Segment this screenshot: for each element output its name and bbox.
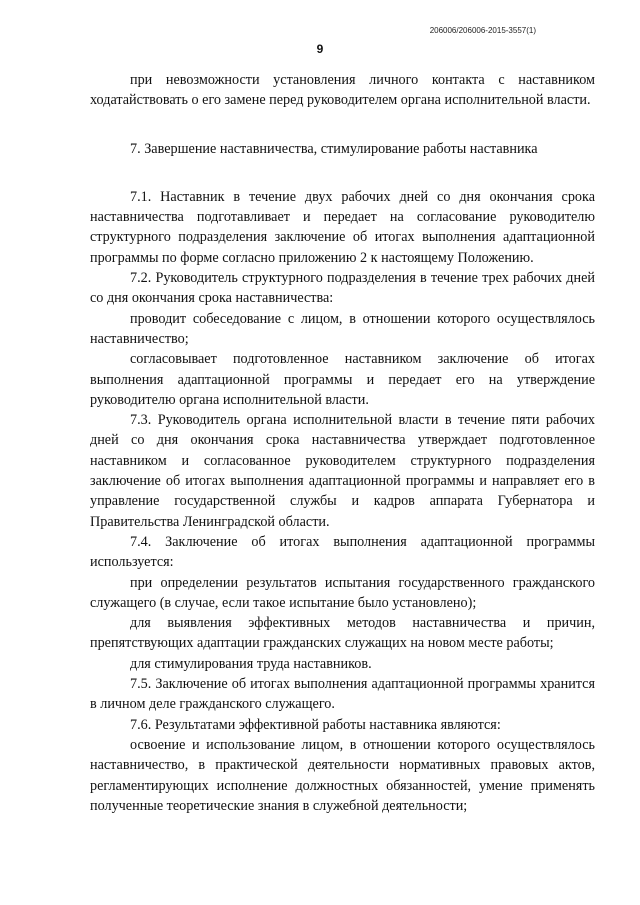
page-number: 9 [316,42,324,56]
intro-paragraph: при невозможности установления личного контакта с наставником ходатайствовать о его замене перед руководителем органа исполнительной власти. [90,72,595,109]
paragraph-7-5: 7.5. Заключение об итогах выполнения адаптационной программы хранится в личном деле гражданского служащего. [90,676,595,713]
paragraph-7-4: 7.4. Заключение об итогах выполнения адаптационной программы используется: [90,533,595,571]
paragraph-7-1: 7.1. Наставник в течение двух рабочих дней со дня окончания срока наставничества подготавливает и передает на согласование руководителю структурного подразделения заключение об итогах выполнения адаптационной программы по форме согласно приложению 2 к настоящему Положению. [90,188,595,266]
paragraph-7-4-item-1: при определении результатов испытания государственного гражданского служащего (в случае, если такое испытание было установлено); [90,574,595,611]
paragraph-7-6: 7.6. Результатами эффективной работы наставника являются: [130,716,501,733]
paragraph-7-3: 7.3. Руководитель органа исполнительной власти в течение пяти рабочих дней со дня окончания срока наставничества утверждает подготовленное наставником и согласованное руководителем структурного подразделения заключение об итогах выполнения адаптационной программы и направляет его в управление государственной службы и кадров аппарата Губернатора и Правительства Ленинградской области. [90,412,595,530]
document-body [90,70,595,816]
section-title: 7. Завершение наставничества, стимулирование работы наставника [130,140,538,157]
paragraph-7-2: 7.2. Руководитель структурного подразделения в течение трех рабочих дней со дня окончания срока наставничества: [90,270,595,307]
paragraph-7-6-item-1: освоение и использование лицом, в отношении которого осуществлялось наставничество, в практической деятельности нормативных правовых актов, регламентирующих исполнение должностных обязанностей, умение применять полученные теоретические знания в служебной деятельности; [90,736,595,814]
paragraph-7-2-item-1: проводит собеседование с лицом, в отношении которого осуществлялось наставничество; [90,310,595,347]
document-code: 206006/206006-2015-3557(1) [429,26,536,35]
paragraph-7-2-item-2: согласовывает подготовленное наставником заключение об итогах выполнения адаптационной программы и передает его на утверждение руководителю органа исполнительной власти. [90,351,595,408]
paragraph-7-4-item-2: для выявления эффективных методов наставничества и причин, препятствующих адаптации гражданских служащих на новом месте работы; [90,615,595,652]
paragraph-7-4-item-3: для стимулирования труда наставников. [130,655,372,672]
